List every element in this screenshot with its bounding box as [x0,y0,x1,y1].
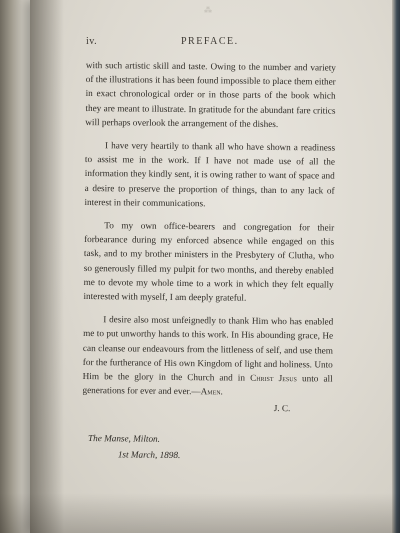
paragraph-2: I have very heartily to thank all who have shown a readiness to assist me in the work. If I have not made use of all the information they kindly sent, it is owing rather to want of space and a desire to preserve the proportion of things, than to any lack of interest in their communications. [84,140,336,209]
paragraph-4 [82,312,333,400]
signature-place: The Manse, Milton. [87,432,161,444]
author-initials: J. C. [273,403,291,414]
book-cover-edge [392,0,400,533]
page-number: iv. [86,36,98,47]
amen-small-caps: Amen. [200,386,223,397]
signature-date: 1st March, 1898. [117,449,181,460]
signature-block [82,430,332,465]
stamp-mark-icon: ⁂ [204,6,212,15]
paragraph-1: with such artistic skill and taste. Owing to the number and variety of the illustrations it has been found impossible to place them either in exact chronological order or in those parts of the book which they are meant to illustrate. In gratitude for the abundant fare critics will perhaps overlook the arrangement of the dishes. [85,59,336,129]
bottom-shadow [0,493,400,533]
paragraph-4-part-1: I desire also most unfeignedly to thank Him who has enabled me to put unworthy hands to this work. In His abounding grace, He can cleanse our endeavours from the littleness of self, and use them for the furtherance of His own Kingdom of light and holiness. Unto Him be the glory in the Church and in [82,314,334,383]
page-header [86,36,336,50]
paragraph-4-part-2: unto all generations for ever and ever.— [82,373,333,397]
spine-shadow [30,0,64,533]
paragraph-3: To my own office-bearers and congregation for their forbearance during my enforced absence while engaged on this task, and to my brother ministers in the Presbytery of Clutha, who so generously filled my pulpit for two months, and thereby enabled me to devote my whole time to a work in which they felt equally interested with myself, I am deeply grateful. [83,220,335,303]
christ-jesus-small-caps: Christ Jesus [250,372,297,384]
running-head: PREFACE. [181,36,239,47]
preface-text [82,58,336,464]
